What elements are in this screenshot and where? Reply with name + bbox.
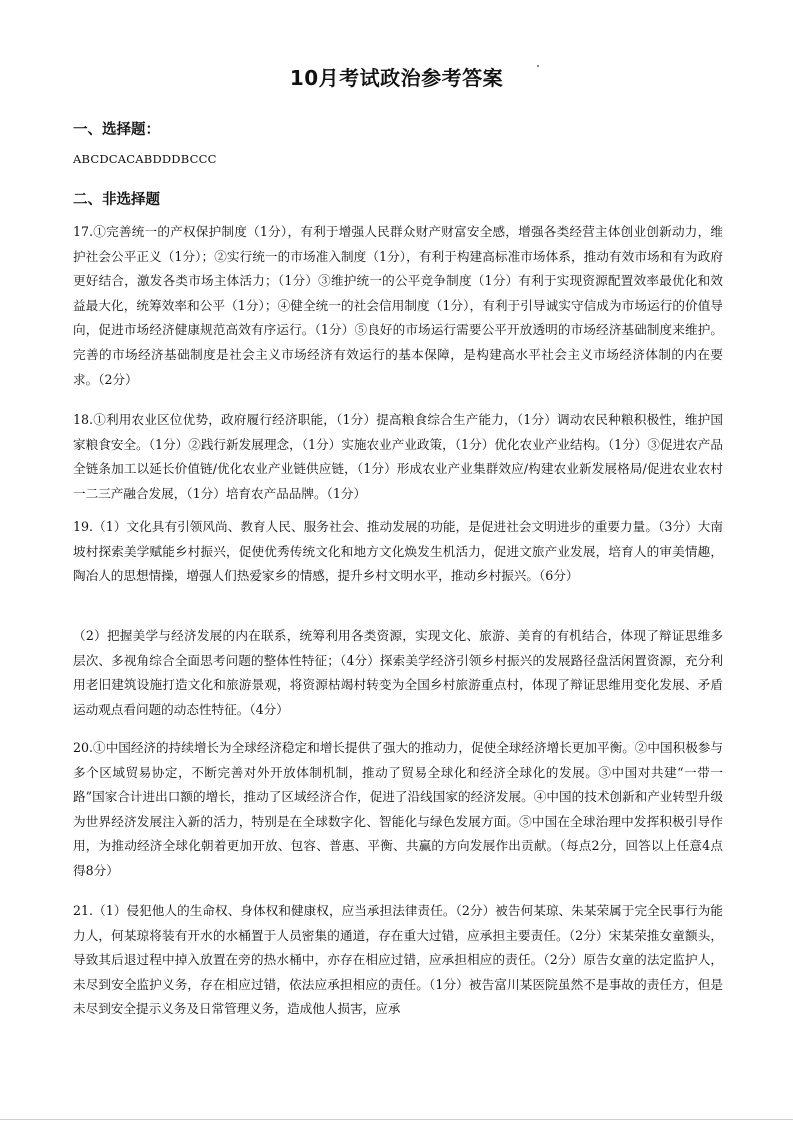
page-title: 10月考试政治参考答案 <box>289 66 504 90</box>
answer-20: 20.①中国经济的持续增长为全球经济稳定和增长提供了强大的推动力，促使全球经济增长更加平衡。②中国积极参与多个区域贸易协定，不断完善对外开放体制机制，推动了贸易全球化和经济全球化的发展。③中国对共建“一带一路”国家合计进出口额的增长，推动了区域经济合作，促进了沿线国家的经济发展。④中国的技术创新和产业转型升级为世界经济发展注入新的活力，特别是在全球数字化、智能化与绿色发展方面。⑤中国在全球治理中发挥积极引导作用，为推动经济全球化朝着更加开放、包容、普惠、平衡、共赢的方向发展作出贡献。（每点2分，回答以上任意4点得8分） <box>73 740 723 878</box>
section-heading-nonchoice: 二、非选择题 <box>73 192 160 208</box>
answer-19-part2: （2）把握美学与经济发展的内在联系，统筹利用各类资源，实现文化、旅游、美育的有机结合，体现了辩证思维多层次、多视角综合全面思考问题的整体性特征；（4分）探索美学经济引领乡村振兴的发展路径盘活闲置资源，充分利用老旧建筑设施打造文化和旅游景观，将资源枯竭村转变为全国乡村旅游重点村，体现了辩证思维用变化发展、矛盾运动观点看问题的动态性特征。（4分） <box>73 628 723 717</box>
section-heading-choice: 一、选择题： <box>73 122 160 138</box>
stray-mark <box>537 65 539 67</box>
answer-17: 17.①完善统一的产权保护制度（1分），有利于增强人民群众财产财富安全感，增强各类经营主体创业创新动力，维护社会公平正义（1分）；②实行统一的市场准入制度（1分），有利于构建高标准市场体系，推动有效市场和有为政府更好结合，激发各类市场主体活力；（1分）③维护统一的公平竞争制度（1分）有利于实现资源配置效率最优化和效益最大化，统筹效率和公平（1分）；④健全统一的社会信用制度（1分），有利于引导诚实守信成为市场运行的价值导向，促进市场经济健康规范高效有序运行。（1分）⑤良好的市场运行需要公平开放透明的市场经济基础制度来维护。完善的市场经济基础制度是社会主义市场经济有效运行的基本保障，是构建高水平社会主义市场经济体制的内在要求。（2分） <box>73 224 723 387</box>
page-bottom-edge <box>0 1119 793 1120</box>
choice-answers: ABCDCACABDDDBCCC <box>73 152 217 166</box>
answer-18: 18.①利用农业区位优势，政府履行经济职能，（1分）提高粮食综合生产能力，（1分）调动农民种粮积极性，维护国家粮食安全。（1分）②践行新发展理念，（1分）实施农业产业政策，（1分）优化农业产业结构。（1分）③促进农产品全链条加工以延长价值链/优化农业产业链供应链，（1分）形成农业产业集群效应/构建农业新发展格局/促进农业农村一二三产融合发展，（1分）培育农产品品牌。（1分） <box>73 412 723 501</box>
answer-21: 21.（1）侵犯他人的生命权、身体权和健康权，应当承担法律责任。（2分）被告何某琼、朱某荣属于完全民事行为能力人，何某琼将装有开水的水桶置于人员密集的通道，存在重大过错，应承担主要责任。（2分）宋某荣推女童额头，导致其后退过程中掉入放置在旁的热水桶中，亦存在相应过错，应承担相应的责任。（2分）原告女童的法定监护人，未尽到安全监护义务，存在相应过错，依法应承担相应的责任。（1分）被告富川某医院虽然不是事故的责任方，但是未尽到安全提示义务及日常管理义务，造成他人损害，应承 <box>73 903 723 1017</box>
answer-19-part1: 19.（1）文化具有引领风尚、教育人民、服务社会、推动发展的功能，是促进社会文明进步的重要力量。（3分）大南坡村探索美学赋能乡村振兴，促使优秀传统文化和地方文化焕发生机活力，促进文旅产业发展，培育人的审美情趣，陶冶人的思想情操，增强人们热爱家乡的情感，提升乡村文明水平，推动乡村振兴。（6分） <box>73 519 723 584</box>
